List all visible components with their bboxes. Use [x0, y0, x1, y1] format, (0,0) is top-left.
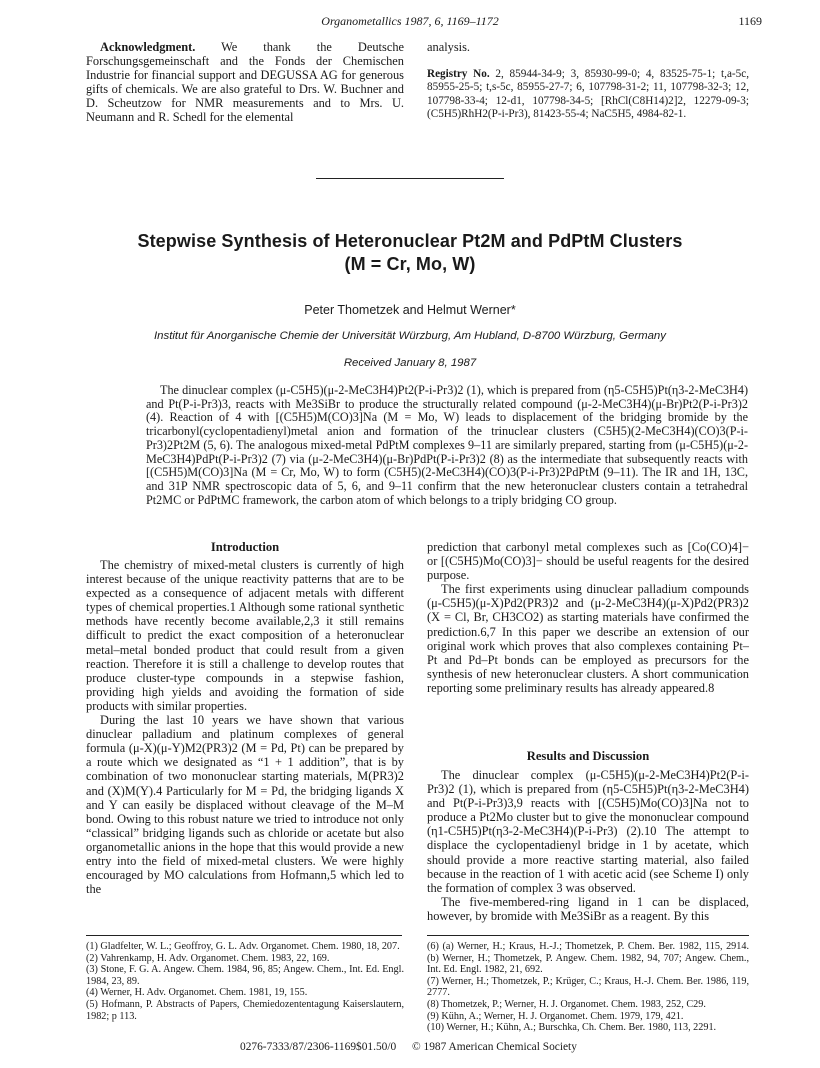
results-paragraph: The dinuclear complex (μ-C5H5)(μ-2-MeC3H4)Pt2(P-i-Pr3)2 (1), which is prepared from (η5-C5H5)Pt(η3-2-MeC3H4) and Pt(P-i-Pr3)3,9 reacts with [(C5H5)Mo(CO)3]Na not to produce a Pt2Mo cluster but to give the mononuclear compound (η1-C5H5)Pt(η3-2-MeC3H4)(P-i-Pr3) (2).10 The attempt to displace the cyclopentadienyl bridge in 1 by acetate, which should provide a more reactive starting material, also failed because in the reaction of 1 with acetic acid (see Scheme I) only the formation of complex 3 was observed.	[427, 768, 749, 895]
received-date: Received January 8, 1987	[343, 357, 477, 369]
footnote: (5) Hofmann, P. Abstracts of Papers, Chemiedozententagung Kaiserslautern, 1982; p 113.	[86, 998, 404, 1022]
footnote: (9) Kühn, A.; Werner, H. J. Organomet. Chem. 1979, 179, 421.	[427, 1010, 684, 1022]
introduction-paragraph: The chemistry of mixed-metal clusters is currently of high interest because of the unique reactivity patterns that are to be expected as a consequence of adjacent metals with different types of chemical properties.1 Although some rational synthetic methods have recently become available,2,3 it still remains difficult to predict the exact composition of a heteronuclear metal–metal bonded product that could result from a given reaction. Therefore it is still a challenge to develop routes that produce cluster-type compounds in a stepwise fashion, providing high yields and avoiding the formation of side products with similar properties.	[86, 558, 404, 713]
introduction-heading: Introduction	[210, 540, 280, 554]
footnote: (8) Thometzek, P.; Werner, H. J. Organomet. Chem. 1983, 252, C29.	[427, 998, 706, 1010]
footnote: (7) Werner, H.; Thometzek, P.; Krüger, C.; Kraus, H.-J. Chem. Ber. 1986, 119, 2777.	[427, 975, 749, 999]
right-column-top	[427, 540, 749, 695]
introduction-body	[86, 558, 404, 896]
section-divider	[316, 178, 504, 179]
registry-label: Registry No.	[427, 68, 490, 80]
body-paragraph: The first experiments using dinuclear palladium compounds (μ-C5H5)(μ-X)Pd2(PR3)2 and (μ-2-MeC3H4)(μ-X)Pd2(PR3)2 (X = Cl, Br, CH3CO2) as starting materials have confirmed the prediction.6,7 In this paper we describe an extension of our original work which proves that also complexes containing Pt–Pt and Pd–Pt bonds can be employed as precursors for the synthesis of new heteronuclear clusters. A short communication reporting some preliminary results has already appeared.8	[427, 582, 749, 695]
footnote: (3) Stone, F. G. A. Angew. Chem. 1984, 96, 85; Angew. Chem., Int. Ed. Engl. 1984, 23, 89.	[86, 964, 404, 987]
results-heading: Results and Discussion	[526, 749, 650, 763]
title-line-2: (M = Cr, Mo, W)	[344, 254, 476, 274]
results-paragraph: The five-membered-ring ligand in 1 can be displaced, however, by bromide with Me3SiBr as a reagent. By this	[427, 894, 749, 923]
footnote: (6) (a) Werner, H.; Kraus, H.-J.; Thometzek, P. Chem. Ber. 1982, 115, 2914. (b) Werner, H.; Thometzek, P. Angew. Chem. 1982, 94, 707; Angew. Chem., Int. Ed. Engl. 1982, 21, 692.	[427, 941, 749, 976]
affiliation: Institut für Anorganische Chemie der Universität Würzburg, Am Hubland, D-8700 Würzburg, Germany	[154, 330, 666, 342]
body-paragraph: prediction that carbonyl metal complexes such as [Co(CO)4]− or [(C5H5)Mo(CO)3]− should be useful reagents for the desired purpose.	[427, 540, 749, 583]
footnote: (10) Werner, H.; Kühn, A.; Burschka, Ch. Chem. Ber. 1980, 113, 2291.	[427, 1022, 717, 1034]
acknowledgment-label: Acknowledgment.	[100, 40, 196, 54]
acknowledgment-tail: analysis.	[427, 40, 471, 54]
footnote: (2) Vahrenkamp, H. Adv. Organomet. Chem. 1983, 22, 169.	[86, 952, 330, 964]
running-head: Organometallics 1987, 6, 1169–1172	[321, 14, 499, 28]
acknowledgment-text: We thank the Deutsche Forschungsgemeinschaft and the Fonds der Chemischen Industrie for financial support and DEGUSSA AG for generous gifts of chemicals. We are also grateful to Drs. W. Buchner and D. Scheutzow for NMR measurements and to Mrs. U. Neumann and R. Schedl for the elemental	[86, 40, 405, 125]
footnote: (1) Gladfelter, W. L.; Geoffroy, G. L. Adv. Organomet. Chem. 1980, 18, 207.	[86, 941, 400, 952]
issn-price-code: 0276-7333/87/2306-1169$01.50/0	[240, 1041, 397, 1053]
footnote-rule	[427, 935, 749, 936]
footnote: (4) Werner, H. Adv. Organomet. Chem. 1981, 19, 155.	[86, 987, 308, 999]
footnotes-right	[427, 941, 749, 1034]
results-body	[427, 768, 749, 923]
footnotes-left	[86, 941, 404, 1022]
title-line-1: Stepwise Synthesis of Heteronuclear Pt2M and PdPtM Clusters	[137, 231, 683, 251]
footnote-rule	[86, 935, 402, 936]
abstract: The dinuclear complex (μ-C5H5)(μ-2-MeC3H4)Pt2(P-i-Pr3)2 (1), which is prepared from (η5-C5H5)Pt(η3-2-MeC3H4) and Pt(P-i-Pr3)3, reacts with Me3SiBr to produce the structurally related compound (μ-2-MeC3H4)(μ-Br)Pt2(P-i-Pr3)2 (4). Reaction of 4 with [(C5H5)M(CO)3]Na (M = Mo, W) leads to displacement of the bridging bromide by the tricarbonyl(cyclopentadienyl)metal anion and formation of the trinuclear clusters (C5H5)(2-MeC3H4)(CO)3(P-i-Pr3)2Pt2M (5, 6). The analogous mixed-metal PdPtM complexes 9–11 are similarly prepared, starting from (μ-C5H5)(μ-2-MeC3H4)PdPt(P-i-Pr3)2 (7) via (μ-2-MeC3H4)(μ-Br)PdPt(P-i-Pr3)2 (8) as the intermediate that subsequently reacts with [(C5H5)M(CO)3]Na (M = Cr, Mo, W) to form (C5H5)(2-MeC3H4)(CO)3(P-i-Pr3)2PdPtM (9–11). The IR and 1H, 13C, and 31P NMR spectroscopic data of 5, 6, and 9–11 confirm that the new heteronuclear clusters contain a tetrahedral Pt2MC or PdPtMC framework, the carbon atom of which belongs to a triply bridging CO group.	[146, 383, 748, 507]
authors: Peter Thometzek and Helmut Werner*	[304, 303, 516, 317]
article-title	[0, 230, 820, 276]
registry-text: 2, 85944-34-9; 3, 85930-99-0; 4, 83525-75-1; t,a-5c, 85955-25-5; t,s-5c, 85955-27-7; 6, 107798-31-2; 11, 107798-32-3; 12, 107798-33-4; 12-d1, 107798-34-5; [RhCl(C8H14)2]2, 12279-09-3; (C5H5)RhH2(P-i-Pr3), 81423-55-4; NaC5H5, 4984-82-1.	[427, 68, 750, 121]
acknowledgment	[86, 40, 404, 125]
page-number: 1169	[738, 14, 762, 28]
copyright: © 1987 American Chemical Society	[412, 1041, 577, 1053]
introduction-paragraph: During the last 10 years we have shown that various dinuclear palladium and platinum complexes of general formula (μ-X)(μ-Y)M2(PR3)2 (M = Pd, Pt) can be prepared by a route which we designated as “1 + 1 addition”, that is by combination of two mononuclear starting materials, M(PR3)2 and (X)M(Y).4 Particularly for M = Pd, the bridging ligands X and Y can easily be displaced without cleavage of the M–M bond. Owing to this robust nature we tried to introduce not only “classical” bridging ligands such as chloride or acetate but also organometallic anions in the hope that this would provide a new entry into the field of mixed-metal clusters. We were highly encouraged by MO calculations from Hofmann,5 which led to the	[86, 713, 404, 897]
registry-numbers	[427, 68, 749, 122]
